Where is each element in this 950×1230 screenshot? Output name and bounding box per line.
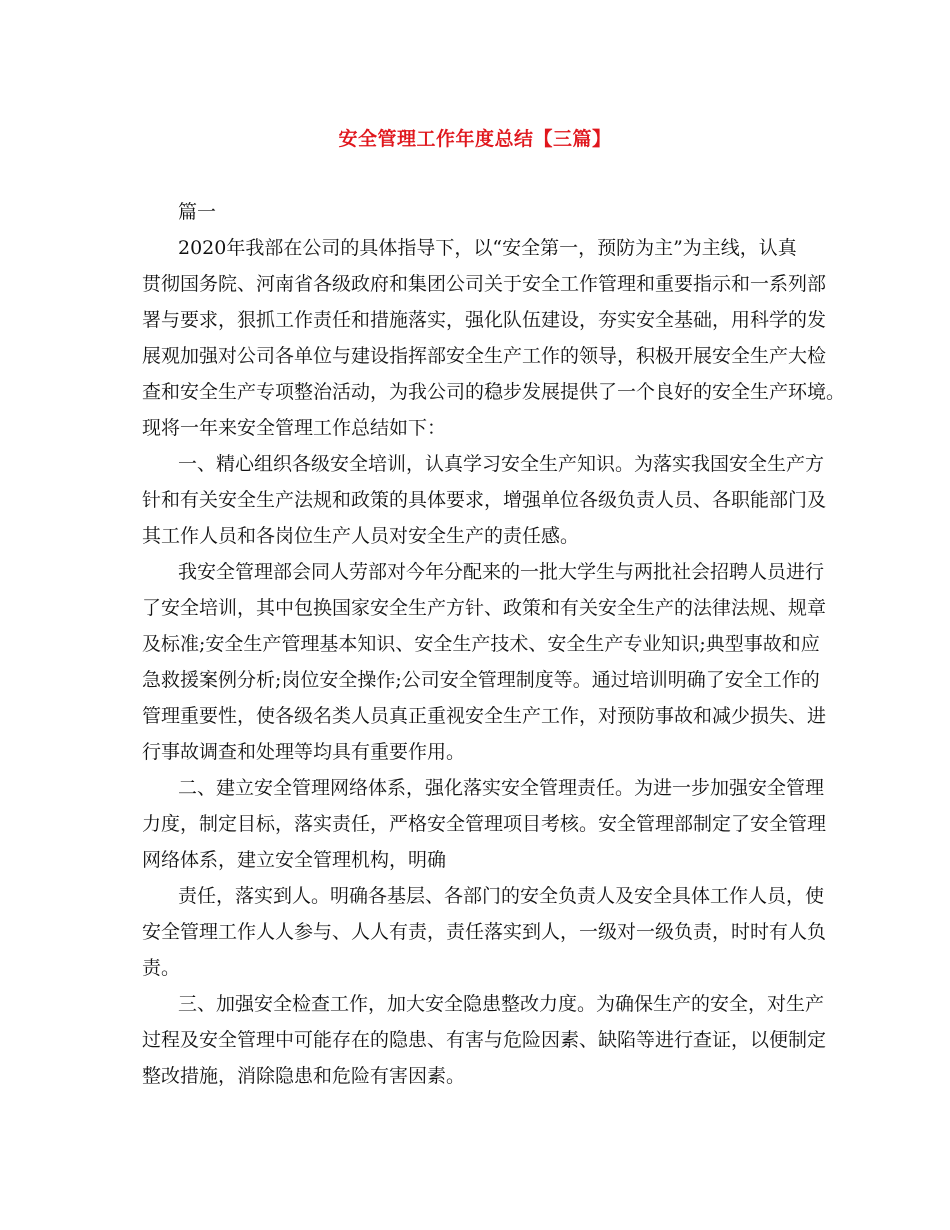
paragraph-line: 责任，落实到人。明确各基层、各部门的安全负责人及安全具体工作人员，使 (178, 885, 825, 907)
paragraph-line: 整改措施，消除隐患和危险有害因素。 (142, 1065, 466, 1087)
section-heading: 篇一 (178, 201, 217, 223)
paragraph-line: 行事故调查和处理等均具有重要作用。 (142, 741, 466, 763)
paragraph-line: 针和有关安全生产法规和政策的具体要求，增强单位各级负责人员、各职能部门及 (142, 489, 827, 511)
paragraph-line: 安全管理工作人人参与、人人有责，责任落实到人，一级对一级负责，时时有人负 (142, 921, 827, 943)
paragraph-line: 署与要求，狠抓工作责任和措施落实，强化队伍建设，夯实安全基础，用科学的发 (142, 309, 827, 331)
paragraph-line: 二、建立安全管理网络体系，强化落实安全管理责任。为进一步加强安全管理 (178, 777, 825, 799)
paragraph-line: 责。 (142, 957, 181, 979)
document-title: 安全管理工作年度总结【三篇】 (338, 128, 612, 150)
paragraph-line: 查和安全生产专项整治活动，为我公司的稳步发展提供了一个良好的安全生产环境。 (142, 381, 846, 403)
paragraph-line: 管理重要性，使各级名类人员真正重视安全生产工作，对预防事故和减少损失、进 (142, 705, 827, 727)
paragraph-line: 三、加强安全检查工作，加大安全隐患整改力度。为确保生产的安全，对生产 (178, 993, 825, 1015)
paragraph-line: 2020年我部在公司的具体指导下，以“安全第一，预防为主”为主线，认真 (178, 237, 797, 259)
paragraph-line: 过程及安全管理中可能存在的隐患、有害与危险因素、缺陷等进行查证，以便制定 (142, 1029, 827, 1051)
paragraph-line: 急救援案例分析;岗位安全操作;公司安全管理制度等。通过培训明确了安全工作的 (142, 669, 820, 691)
paragraph-line: 其工作人员和各岗位生产人员对安全生产的责任感。 (142, 525, 580, 547)
paragraph-line: 网络体系，建立安全管理机构，明确 (142, 849, 447, 871)
paragraph-line: 力度，制定目标，落实责任，严格安全管理项目考核。安全管理部制定了安全管理 (142, 813, 827, 835)
paragraph-line: 一、精心组织各级安全培训，认真学习安全生产知识。为落实我国安全生产方 (178, 453, 825, 475)
paragraph-line: 及标准;安全生产管理基本知识、安全生产技术、安全生产专业知识;典型事故和应 (142, 633, 820, 655)
paragraph-line: 了安全培训，其中包换国家安全生产方针、政策和有关安全生产的法律法规、规章 (142, 597, 827, 619)
paragraph-line: 我安全管理部会同人劳部对今年分配来的一批大学生与两批社会招聘人员进行 (178, 561, 825, 583)
paragraph-line: 现将一年来安全管理工作总结如下： (142, 417, 447, 439)
paragraph-line: 展观加强对公司各单位与建设指挥部安全生产工作的领导，积极开展安全生产大检 (142, 345, 827, 367)
paragraph-line: 贯彻国务院、河南省各级政府和集团公司关于安全工作管理和重要指示和一系列部 (142, 273, 827, 295)
